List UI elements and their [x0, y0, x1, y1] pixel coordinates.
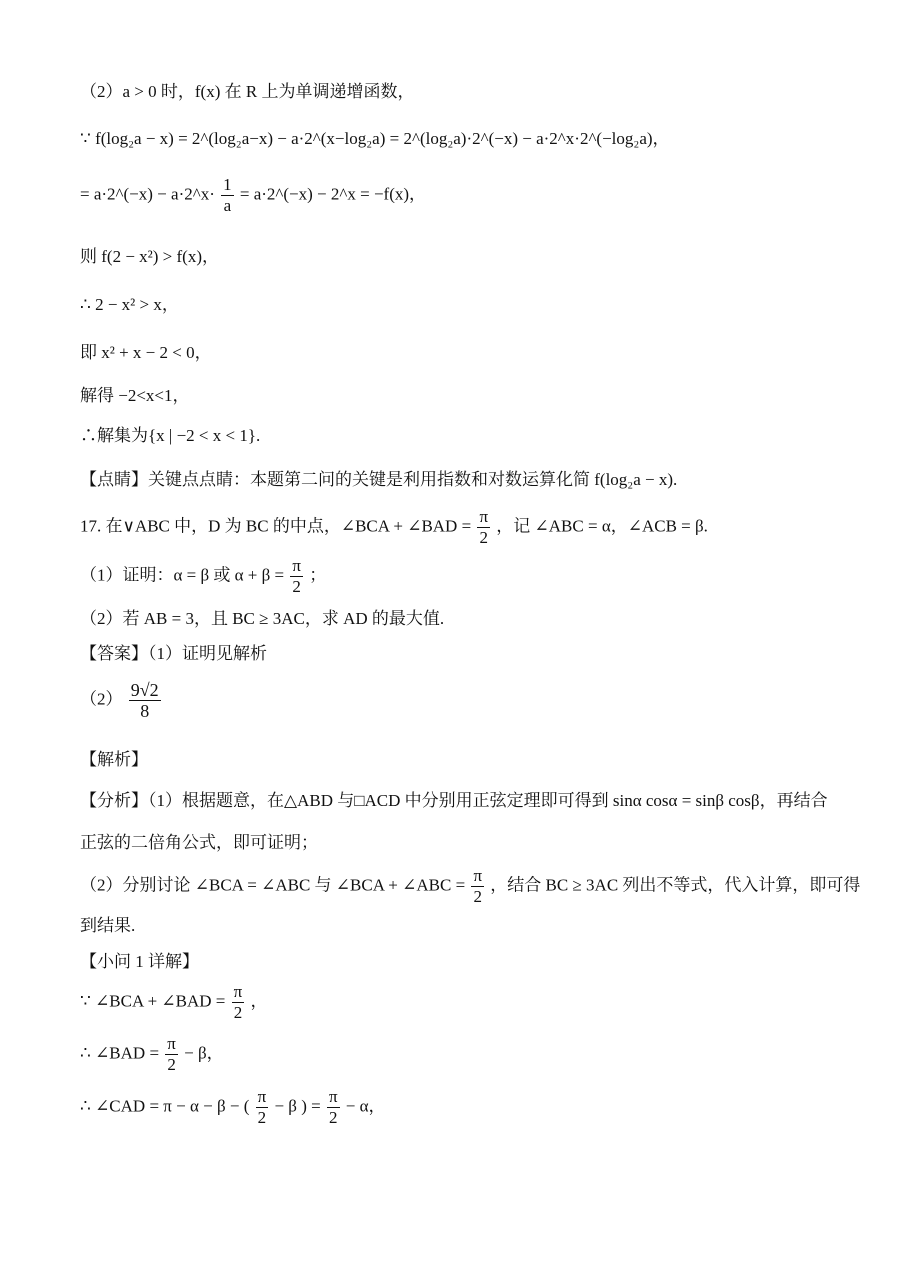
text: ∵ f(log₂a − x) = 2^(log₂a−x) − a·2^(x−log₂a) = 2^(log₂a)·2^(−x) − a·2^x·2^(−log₂a)，	[80, 129, 670, 148]
question-part-2	[80, 607, 840, 631]
numerator: π	[257, 1087, 267, 1106]
denominator: 2	[233, 1003, 243, 1022]
text-line	[80, 914, 840, 938]
text: 【解析】	[80, 750, 148, 769]
analysis-part-2	[80, 866, 861, 907]
analysis-paragraph	[80, 780, 840, 864]
denominator: 2	[473, 887, 482, 906]
fraction	[165, 1034, 178, 1075]
text: （1）证明：α = β 或 α + β =	[80, 565, 285, 585]
fraction	[327, 1087, 340, 1128]
text: （2）a > 0 时，f(x) 在 R 上为单调递增函数，	[80, 82, 415, 101]
text: ；	[309, 565, 327, 585]
answer-part-2	[80, 680, 840, 721]
numerator: π	[167, 1034, 176, 1053]
question-part-1	[80, 556, 840, 597]
text-line	[80, 384, 840, 408]
text: ，记 ∠ABC = α，∠ACB = β.	[496, 516, 708, 536]
text: ，结合 BC ≥ 3AC 列出不等式，代入计算，即可得	[490, 875, 861, 895]
denominator: 8	[140, 701, 150, 721]
fraction	[232, 982, 245, 1023]
text: ，	[250, 991, 268, 1011]
denominator: a	[223, 196, 232, 215]
analysis-heading	[80, 748, 840, 772]
fraction	[221, 175, 234, 216]
numerator: π	[292, 556, 301, 575]
numerator: 9√2	[130, 680, 159, 700]
text: 解得 −2<x<1，	[80, 386, 190, 405]
text: − α，	[345, 1096, 386, 1116]
text-line	[80, 468, 840, 492]
text: ∵ ∠BCA + ∠BAD =	[80, 991, 226, 1011]
text-line	[80, 424, 840, 448]
text: ∴解集为{x | −2 < x < 1}.	[80, 426, 261, 445]
fraction	[477, 507, 490, 548]
text-line	[80, 127, 840, 151]
numerator: 1	[223, 175, 232, 194]
question-17	[80, 507, 840, 548]
text: − β ) =	[274, 1096, 321, 1116]
equation-line	[80, 982, 840, 1023]
fraction	[256, 1087, 269, 1128]
denominator: 2	[257, 1108, 267, 1127]
text: = a·2^(−x) − a·2^x·	[80, 184, 215, 204]
numerator: π	[479, 507, 489, 526]
text: = a·2^(−x) − 2^x = −f(x)，	[239, 184, 427, 204]
text: （2）分别讨论 ∠BCA = ∠ABC 与 ∠BCA + ∠ABC =	[80, 875, 466, 895]
text: 17. 在∨ABC 中，D 为 BC 的中点，∠BCA + ∠BAD =	[80, 516, 472, 536]
answer-heading	[80, 642, 840, 666]
text: ∴ ∠BAD =	[80, 1043, 160, 1063]
text: ∴ 2 − x² > x，	[80, 295, 179, 314]
text-line	[80, 80, 840, 104]
denominator: 2	[292, 577, 301, 596]
text: ∴ ∠CAD = π − α − β − (	[80, 1096, 250, 1116]
equation-line	[80, 175, 840, 216]
text: 即 x² + x − 2 < 0，	[80, 343, 212, 362]
numerator: π	[328, 1087, 338, 1106]
equation-line	[80, 1034, 840, 1075]
denominator: 2	[479, 528, 488, 547]
text: 【点睛】关键点点睛：本题第二问的关键是利用指数和对数运算化简 f(log₂a − x).	[80, 470, 678, 489]
text-line	[80, 293, 840, 317]
fraction	[290, 556, 303, 597]
text: （2）若 AB = 3，且 BC ≥ 3AC，求 AD 的最大值.	[80, 609, 445, 628]
text: 到结果.	[80, 916, 136, 935]
equation-line	[80, 1087, 840, 1128]
numerator: π	[473, 866, 483, 885]
text: （2）	[80, 689, 123, 709]
subsection-heading	[80, 950, 840, 974]
denominator: 2	[167, 1055, 176, 1074]
fraction	[129, 680, 161, 721]
text-line	[80, 341, 840, 365]
text: 【小问 1 详解】	[80, 952, 199, 971]
denominator: 2	[329, 1108, 338, 1127]
text: 则 f(2 − x²) > f(x)，	[80, 247, 219, 266]
text: 【答案】（1）证明见解析	[80, 644, 267, 663]
text-line	[80, 245, 840, 269]
fraction	[471, 866, 484, 907]
numerator: π	[233, 982, 243, 1001]
text: 【分析】（1）根据题意，在△ABD 与□ACD 中分别用正弦定理即可得到 sinα cosα = sinβ cosβ，再结合正弦的二倍角公式，即可证明；	[80, 791, 828, 852]
text: − β，	[184, 1043, 224, 1063]
